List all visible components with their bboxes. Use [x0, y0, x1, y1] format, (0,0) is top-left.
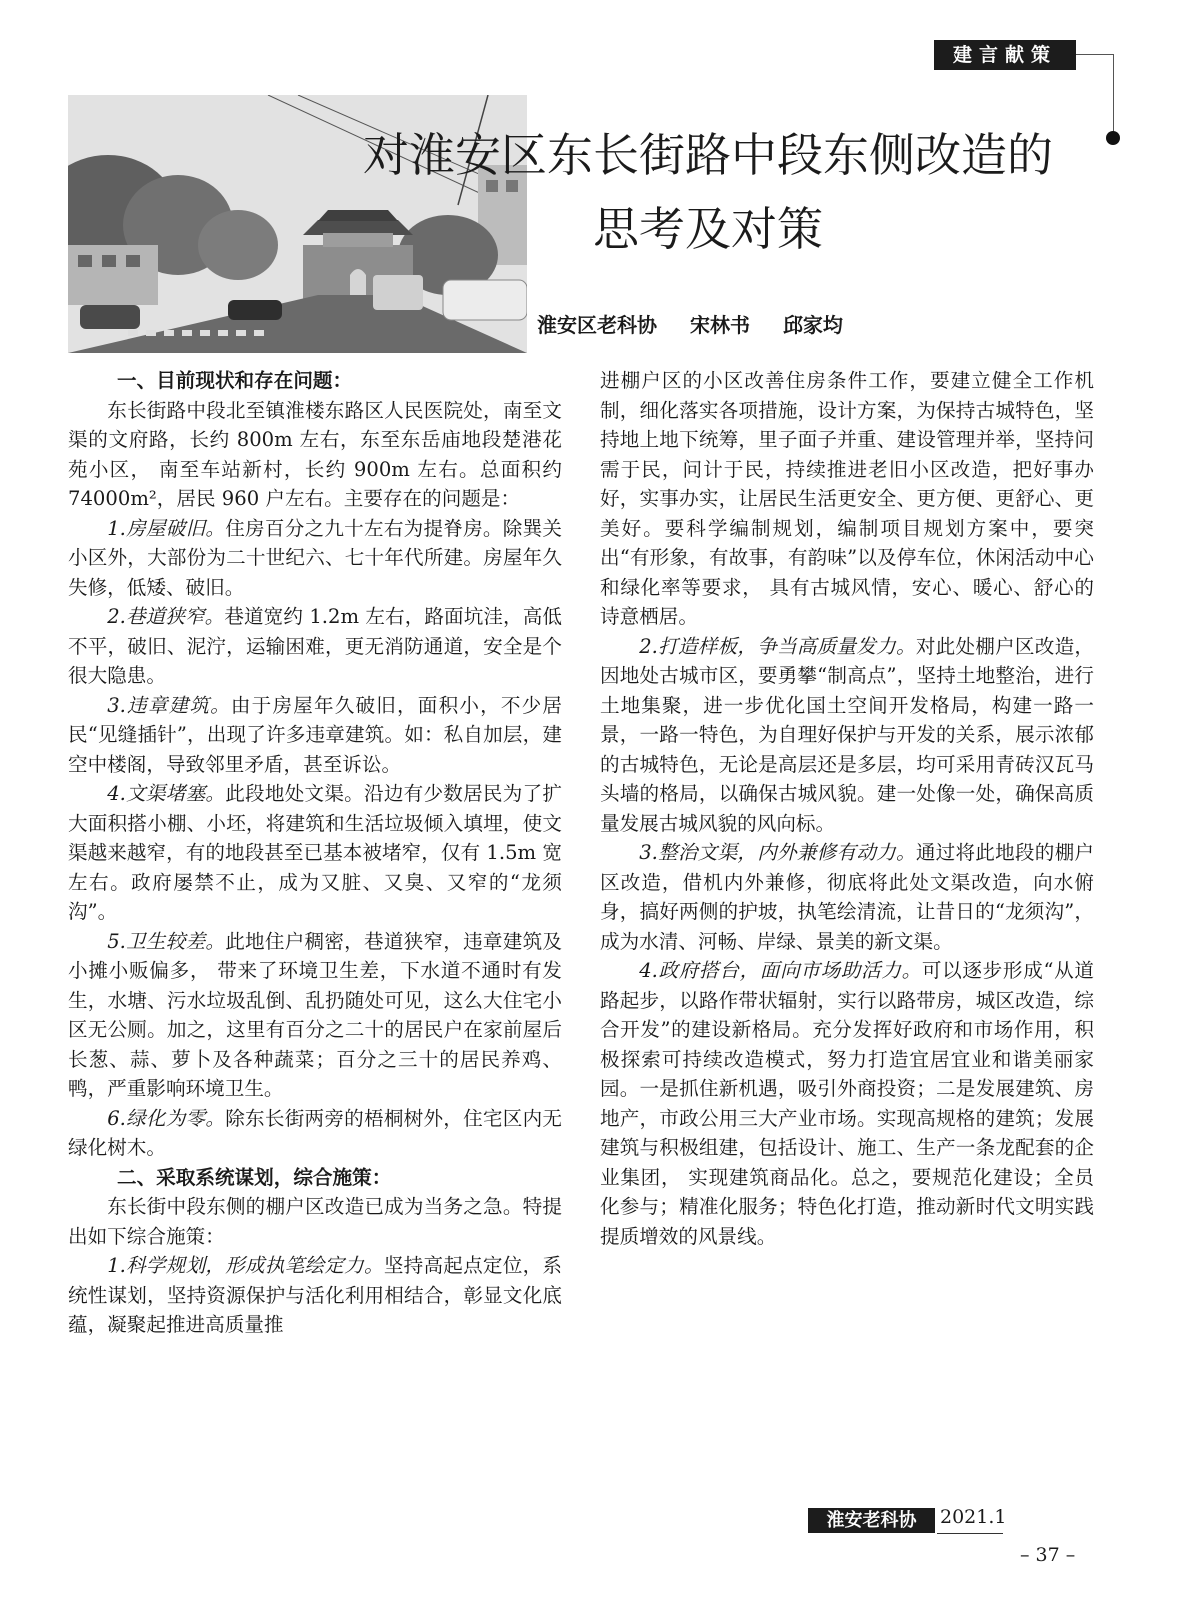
page-number: – 37 –	[1020, 1544, 1076, 1566]
tag-rule-vertical	[1113, 54, 1114, 134]
item-lead: 2.巷道狭窄。	[107, 605, 225, 628]
author-1: 宋林书	[689, 313, 750, 337]
item-text: 可以逐步形成“从道路起步，以路作带状辐射，实行以路带房，城区改造，综合开发”的建设新格局。充分发挥好政府和市场作用，积极探索可持续改造模式，努力打造宜居宜业和谐美丽家园。一是抓住新机遇，吸引外商投资；二是发展建筑、房地产，市政公用三大产业市场。实现高规格的建筑；发展建筑与积极组建，包括设计、施工、生产一条龙配套的企业集团， 实现建筑商品化。总之，要规范化建设；全员化参与；精准化服务；特色化打造，推动新时代文明实践提质增效的风景线。	[600, 959, 1094, 1248]
list-item	[68, 691, 562, 780]
paragraph-continued: 进棚户区的小区改善住房条件工作，要建立健全工作机制，细化落实各项措施，设计方案，为保持古城特色，坚持地上地下统筹，里子面子并重、建设管理并举，坚持问需于民，问计于民，持续推进老旧小区改造，把好事办好，实事办实，让居民生活更安全、更方便、更舒心、更美好。要科学编制规划，编制项目规划方案中，要突出“有形象，有故事，有韵味”以及停车位，休闲活动中心和绿化率等要求， 具有古城风情，安心、暖心、舒心的诗意栖居。	[600, 369, 1094, 628]
section-heading-1: 一、目前现状和存在问题：	[117, 369, 353, 392]
item-text: 坚持高起点定位，系统性谋划，坚持资源保护与活化利用相结合，彰显文化底蕴，凝聚起推进高质量推	[68, 1254, 562, 1336]
list-item	[600, 632, 1094, 839]
section-tag: 建言献策	[934, 40, 1076, 70]
section-heading-2: 二、采取系统谋划，综合施策：	[117, 1165, 392, 1189]
item-lead: 1.房屋破旧。	[107, 516, 226, 540]
list-item	[68, 1251, 562, 1340]
issue-rule	[937, 1533, 1003, 1534]
paragraph: 东长街路中段北至镇淮楼东路区人民医院处，南至文渠的文府路，长约 800m 左右，东至东岳庙地段楚港花苑小区， 南至车站新村，长约 900m 左右。总面积约 74000m²，居民 960 户左右。主要存在的问题是：	[68, 398, 562, 510]
item-lead: 4.政府搭台，面向市场助活力。	[639, 959, 922, 982]
tag-dot	[1106, 131, 1120, 145]
list-item	[68, 1104, 562, 1163]
left-column	[68, 366, 562, 1340]
item-text: 通过将此地段的棚户区改造，借机内外兼修，彻底将此处文渠改造，向水俯身，搞好两侧的护坡，执笔绘清流，让昔日的“龙须沟”，成为水清、河畅、岸绿、景美的新文渠。	[600, 841, 1094, 953]
item-lead: 4.文渠堵塞。	[107, 782, 226, 805]
list-item	[68, 927, 562, 1104]
list-item	[68, 779, 562, 927]
tag-rule	[1076, 54, 1114, 55]
item-lead: 6.绿化为零。	[107, 1106, 226, 1130]
author-org: 淮安区老科协	[537, 313, 657, 337]
item-text: 此段地处文渠。沿边有少数居民为了扩大面积搭小棚、小坯，将建筑和生活垃圾倾入填埋，使文渠越来越窄，有的地段甚至已基本被堵窄，仅有 1.5m 宽左右。政府屡禁不止，成为又脏、又臭、又窄的“龙须沟”。	[68, 782, 562, 923]
right-column	[600, 366, 1094, 1251]
author-2: 邱家均	[782, 313, 843, 337]
item-lead: 5.卫生较差。	[107, 929, 226, 953]
item-text: 对此处棚户区改造，因地处古城市区，要勇攀“制高点”，坚持土地整治，进行土地集聚，进一步优化国土空间开发格局，构建一路一景，一路一特色，为自理好保护与开发的关系，展示浓郁的古城特色，无论是高层还是多层，均可采用青砖汉瓦马头墙的格局，以确保古城风貌。建一处像一处，确保高质量发展古城风貌的风向标。	[600, 634, 1094, 835]
list-item	[68, 514, 562, 603]
item-text: 住房百分之九十左右为提脊房。除巽关小区外，大部份为二十世纪六、七十年代所建。房屋年久失修，低矮、破旧。	[68, 516, 562, 599]
issue-number: 2021.1	[940, 1506, 1007, 1528]
title-line-2: 思考及对策	[593, 202, 823, 256]
title-line-1: 对淮安区东长街路中段东侧改造的	[363, 128, 1053, 182]
article-title	[318, 118, 1098, 266]
journal-name: 淮安老科协	[808, 1508, 935, 1533]
item-text: 除东长街两旁的梧桐树外，住宅区内无绿化树木。	[68, 1106, 562, 1159]
item-lead: 2.打造样板，争当高质量发力。	[639, 634, 916, 658]
item-text: 巷道宽约 1.2m 左右，路面坑洼，高低不平，破旧、泥泞，运输困难，更无消防通道，安全是个很大隐患。	[68, 605, 562, 687]
authors	[537, 309, 869, 338]
paragraph: 东长街中段东侧的棚户区改造已成为当务之急。特提出如下综合施策：	[68, 1195, 562, 1248]
item-lead: 1.科学规划，形成执笔绘定力。	[107, 1254, 384, 1277]
list-item	[68, 602, 562, 691]
list-item	[600, 838, 1094, 956]
list-item	[600, 956, 1094, 1251]
item-lead: 3.整治文渠，内外兼修有动力。	[639, 841, 916, 864]
item-text: 此地住户稠密，巷道狭窄，违章建筑及小摊小贩偏多， 带来了环境卫生差，下水道不通时有发生，水塘、污水垃圾乱倒、乱扔随处可见，这么大住宅小区无公厕。加之，这里有百分之二十的居民户在家前屋后长葱、蒜、萝卜及各种蔬菜；百分之三十的居民养鸡、鸭，严重影响环境卫生。	[68, 929, 562, 1100]
item-lead: 3.违章建筑。	[107, 693, 231, 717]
item-text: 由于房屋年久破旧，面积小，不少居民“见缝插针”，出现了许多违章建筑。如：私自加层，建空中楼阁，导致邻里矛盾，甚至诉讼。	[68, 693, 563, 776]
